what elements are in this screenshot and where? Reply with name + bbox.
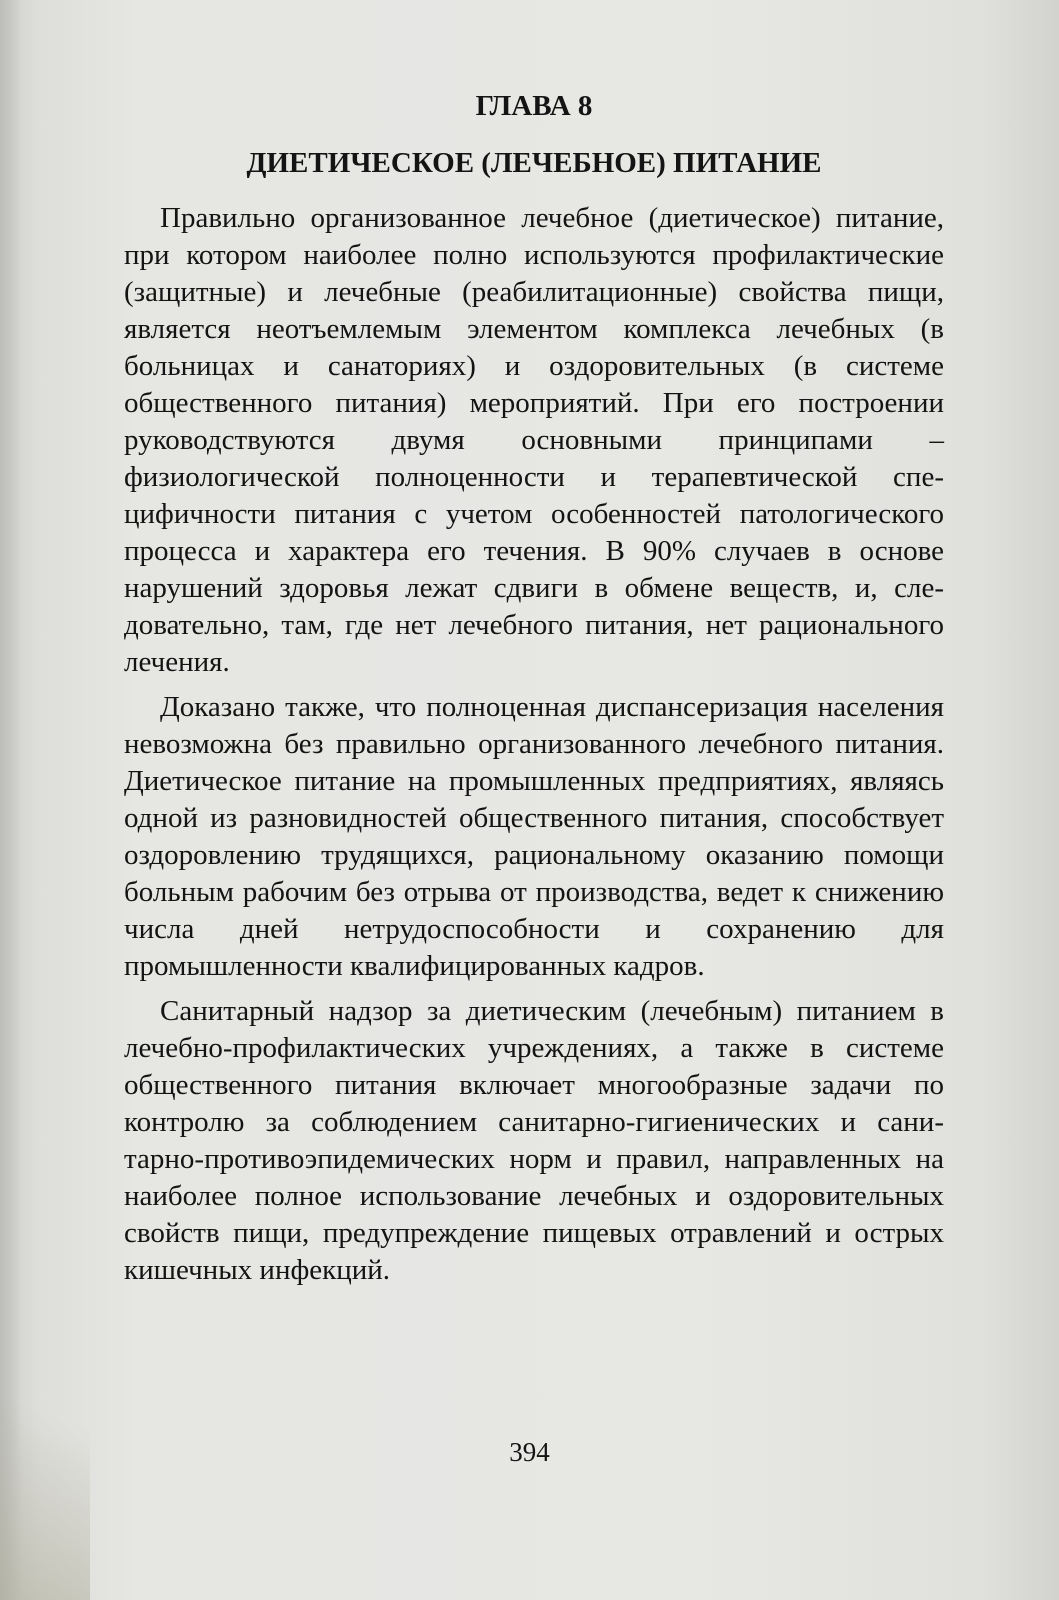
page-corner-shadow bbox=[0, 1340, 90, 1600]
paragraph-1: Правильно организованное лечебное (диетическое) питание, при котором наиболее полно используются профилактические (защитные) и лечебные (реабилитационные) свойства пищи, является неотъемлемым элементом комплекса лечебных (в больницах и санаториях) и оздоровительных (в системе общественного питания) мероприятий. При его построении руководствуются двумя основными принципами – физиологической полноценности и терапевтической специфичности питания с учетом особенностей патологического процесса и характера его течения. В 90% случаев в основе нарушений здоровья лежат сдвиги в обмене веществ, и, следовательно, там, где нет лечебного питания, нет рационального лечения. bbox=[124, 202, 944, 678]
page-text-block bbox=[124, 92, 944, 1297]
chapter-label: ГЛАВА 8 bbox=[475, 90, 593, 122]
page-number: 394 bbox=[509, 1437, 550, 1467]
paragraph-2: Доказано также, что полноценная диспансеризация населения невозможна без правильно организованного лечебного питания. Диетическое питание на промышленных предприятиях, являясь одной из разновидностей общественного питания, способствует оздоровлению трудящихся, рациональному оказанию помощи больным рабочим без отрыва от производства, ведет к снижению числа дней нетрудоспособности и сохранению для промышленности квалифицированных кадров. bbox=[124, 691, 944, 982]
paragraph-3: Санитарный надзор за диетическим (лечебным) питанием в лечебно-профилактических учреждениях, а также в системе общественного питания включает многообразные задачи по контролю за соблюдением санитарно-гигиенических и санитарно-противоэпидемических норм и правил, направленных на наиболее полное использование лечебных и оздоровительных свойств пищи, предупреждение пищевых отравлений и острых кишечных инфекций. bbox=[124, 995, 944, 1286]
chapter-title: ДИЕТИЧЕСКОЕ (ЛЕЧЕБНОЕ) ПИТАНИЕ bbox=[246, 147, 822, 179]
